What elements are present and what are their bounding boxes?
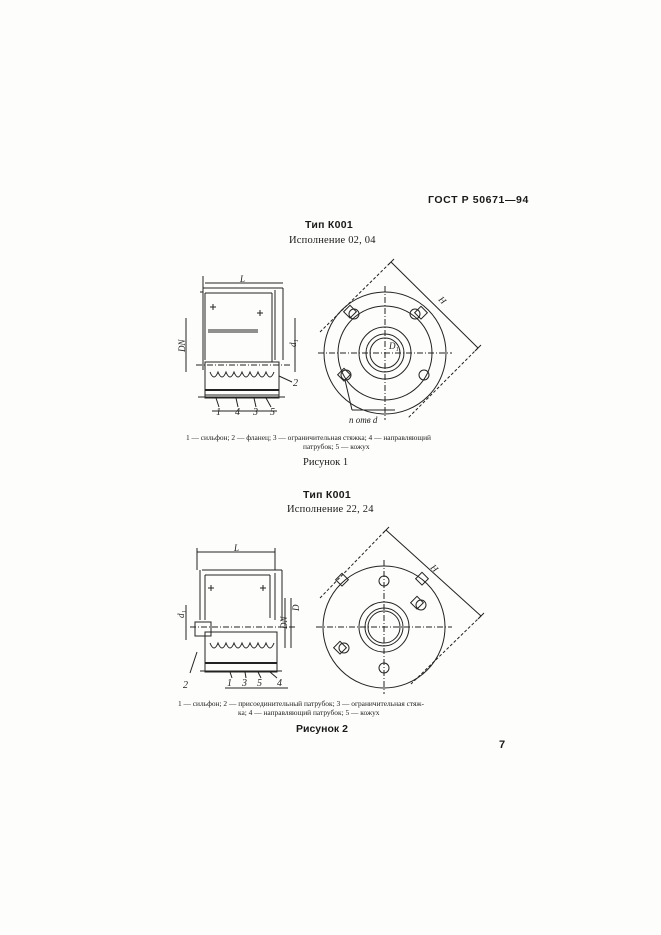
figure1-caption-2: патрубок; 5 — кожух	[303, 442, 370, 451]
figure1-caption-1: 1 — сильфон; 2 — фланец; 3 — ограничительная стяжка; 4 — направляющий	[186, 433, 432, 442]
dim-d1-2: d₁	[176, 610, 186, 618]
callout-2-5: 5	[257, 678, 262, 689]
dim-h-1: H	[436, 294, 449, 307]
dim-l-2: L	[234, 543, 240, 553]
holes-label: n отв d	[349, 415, 378, 425]
callout-2-4: 4	[277, 678, 282, 689]
figure2-type-title: Тип К001	[303, 489, 352, 501]
callout-2-3: 3	[242, 678, 247, 689]
figure2-caption-1: 1 — сильфон; 2 — присоединительный патрубок; 3 — ограничительная стяж-	[178, 699, 424, 708]
dim-h-2: H	[428, 562, 441, 575]
figure1-type-title: Тип К001	[305, 219, 354, 231]
callout-1-5: 5	[270, 407, 275, 418]
figure2-caption-2: ка; 4 — направляющий патрубок; 5 — кожух	[238, 708, 380, 717]
callout-1-2: 2	[293, 378, 298, 389]
figure1-variant: Исполнение 02, 04	[289, 235, 376, 246]
dim-d-2: D	[291, 604, 301, 611]
callout-2-2: 2	[183, 680, 188, 691]
page-number: 7	[499, 739, 506, 751]
callout-1-1: 1	[216, 407, 221, 418]
callout-1-4: 4	[235, 407, 240, 418]
dim-l-1: L	[240, 274, 246, 284]
dim-dn-1: DN	[177, 339, 187, 352]
callout-1-3: 3	[253, 407, 258, 418]
dim-dn-2: DN	[279, 616, 289, 629]
callout-2-1: 1	[227, 678, 232, 689]
figure2-variant: Исполнение 22, 24	[287, 504, 374, 515]
figure1-label: Рисунок 1	[303, 457, 349, 468]
dim-d1-1: d₁	[288, 339, 298, 347]
dim-D1: D₁	[389, 341, 399, 351]
figure2-label: Рисунок 2	[296, 723, 348, 735]
standard-number: ГОСТ Р 50671—94	[428, 194, 529, 206]
